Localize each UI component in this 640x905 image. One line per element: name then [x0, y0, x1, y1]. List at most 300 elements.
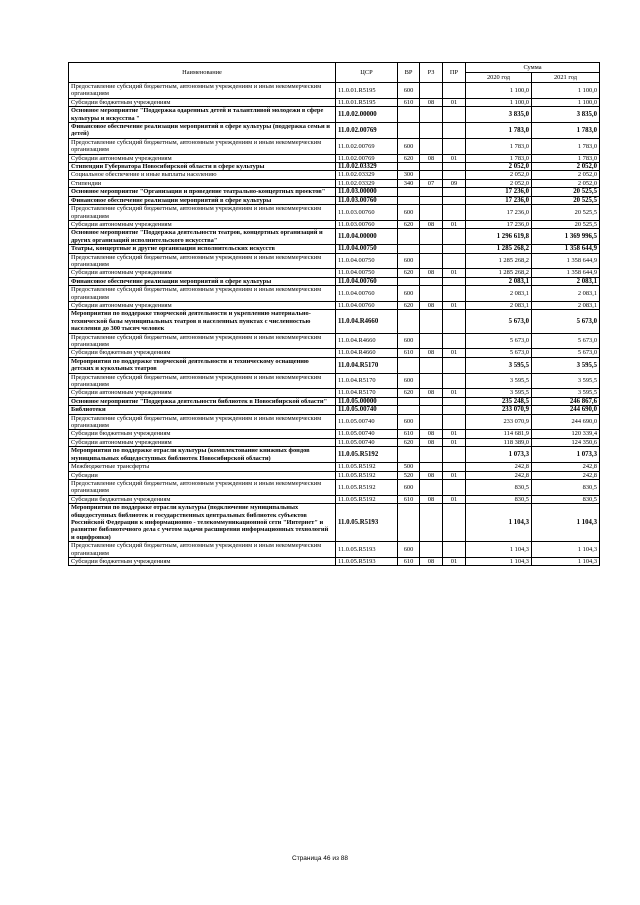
cell-sum-2020: 1 100,0: [466, 98, 532, 106]
cell-sum-2020: 3 595,5: [466, 357, 532, 373]
cell-sum-2021: 3 835,0: [532, 107, 600, 123]
cell-vr: 600: [398, 333, 420, 349]
table-row: [69, 205, 600, 221]
cell-pr: [443, 253, 466, 269]
table-row: [69, 253, 600, 269]
cell-name: Предоставление субсидий бюджетным, автономным учреждениям и иным некоммерческим организациям: [69, 138, 336, 154]
cell-sum-2020: 1 783,0: [466, 138, 532, 154]
cell-vr: 610: [398, 98, 420, 106]
cell-pr: 09: [443, 179, 466, 187]
cell-sum-2021: 20 525,5: [532, 196, 600, 204]
table-row: [69, 373, 600, 389]
cell-pr: 01: [443, 557, 466, 565]
cell-rz: [420, 310, 443, 333]
cell-name: Мероприятия по поддержке отрасли культуры (комплектование книжных фондов муниципальных общедоступных библиотек Новосибирской области): [69, 447, 336, 463]
cell-name: Стипендии Губернатора Новосибирской области в сфере культуры: [69, 163, 336, 171]
cell-rz: [420, 123, 443, 139]
table-row: [69, 542, 600, 558]
cell-csr: 11.0.05.R5193: [336, 504, 398, 542]
cell-name: Межбюджетные трансферты: [69, 463, 336, 471]
cell-pr: 01: [443, 349, 466, 357]
cell-vr: 600: [398, 138, 420, 154]
cell-csr: 11.0.05.00740: [336, 430, 398, 438]
cell-vr: [398, 447, 420, 463]
cell-pr: [443, 188, 466, 196]
cell-rz: [420, 196, 443, 204]
cell-pr: [443, 406, 466, 414]
table-row: [69, 83, 600, 99]
cell-vr: 610: [398, 495, 420, 503]
cell-csr: 11.0.01.R5195: [336, 83, 398, 99]
cell-vr: [398, 188, 420, 196]
cell-vr: [398, 229, 420, 245]
table-row: [69, 479, 600, 495]
cell-rz: 08: [420, 349, 443, 357]
cell-csr: 11.0.02.00769: [336, 154, 398, 162]
cell-sum-2021: 1 100,0: [532, 83, 600, 99]
cell-sum-2020: 17 236,0: [466, 196, 532, 204]
cell-sum-2020: 17 236,0: [466, 220, 532, 228]
cell-sum-2020: 2 083,1: [466, 277, 532, 285]
cell-sum-2020: 17 236,0: [466, 205, 532, 221]
cell-csr: 11.0.02.00769: [336, 138, 398, 154]
cell-csr: 11.0.05.00000: [336, 397, 398, 405]
cell-sum-2021: 1 783,0: [532, 138, 600, 154]
cell-pr: [443, 310, 466, 333]
cell-sum-2021: 1 358 644,9: [532, 269, 600, 277]
cell-sum-2021: 124 350,6: [532, 438, 600, 446]
cell-sum-2021: 244 690,0: [532, 414, 600, 430]
cell-rz: [420, 107, 443, 123]
cell-vr: 620: [398, 389, 420, 397]
cell-sum-2020: 233 070,9: [466, 414, 532, 430]
table-row: [69, 107, 600, 123]
cell-pr: [443, 463, 466, 471]
page-number: Страница 46 из 88: [292, 855, 348, 862]
cell-name: Предоставление субсидий бюджетным, автономным учреждениям и иным некоммерческим организациям: [69, 333, 336, 349]
cell-rz: 08: [420, 98, 443, 106]
cell-pr: 01: [443, 471, 466, 479]
cell-rz: [420, 333, 443, 349]
cell-name: Стипендии: [69, 179, 336, 187]
cell-sum-2021: 1 104,3: [532, 504, 600, 542]
header-year-2020: 2020 год: [466, 73, 532, 83]
cell-pr: [443, 171, 466, 179]
cell-rz: 08: [420, 269, 443, 277]
cell-sum-2021: 2 052,0: [532, 163, 600, 171]
cell-vr: 620: [398, 269, 420, 277]
table-row: [69, 310, 600, 333]
cell-pr: [443, 107, 466, 123]
table-row: [69, 154, 600, 162]
cell-rz: 07: [420, 179, 443, 187]
table-row: [69, 179, 600, 187]
cell-csr: 11.0.02.00769: [336, 123, 398, 139]
cell-vr: [398, 107, 420, 123]
cell-rz: 08: [420, 430, 443, 438]
cell-pr: [443, 138, 466, 154]
cell-rz: [420, 397, 443, 405]
cell-vr: 300: [398, 171, 420, 179]
cell-pr: [443, 123, 466, 139]
table-row: [69, 357, 600, 373]
cell-vr: 340: [398, 179, 420, 187]
cell-csr: 11.0.03.00760: [336, 220, 398, 228]
cell-name: Основное мероприятие "Поддержка деятельности библиотек в Новосибирской области": [69, 397, 336, 405]
budget-table-sheet: [68, 62, 599, 566]
cell-csr: 11.0.04.R4660: [336, 349, 398, 357]
header-csr: ЦСР: [336, 63, 398, 83]
cell-name: Субсидии бюджетным учреждениям: [69, 349, 336, 357]
cell-csr: 11.0.04.00750: [336, 269, 398, 277]
table-row: [69, 277, 600, 285]
cell-name: Предоставление субсидий бюджетным, автономным учреждениям и иным некоммерческим организациям: [69, 253, 336, 269]
cell-sum-2020: 5 673,0: [466, 349, 532, 357]
table-row: [69, 414, 600, 430]
cell-name: Предоставление субсидий бюджетным, автономным учреждениям и иным некоммерческим организациям: [69, 83, 336, 99]
cell-pr: 01: [443, 98, 466, 106]
cell-pr: 01: [443, 301, 466, 309]
cell-rz: [420, 171, 443, 179]
cell-sum-2020: 3 835,0: [466, 107, 532, 123]
cell-sum-2020: 830,5: [466, 495, 532, 503]
cell-name: Предоставление субсидий бюджетным, автономным учреждениям и иным некоммерческим организациям: [69, 479, 336, 495]
cell-sum-2021: 1 100,0: [532, 98, 600, 106]
cell-vr: 600: [398, 205, 420, 221]
cell-name: Основное мероприятие "Организация и проведение театрально-концертных проектов": [69, 188, 336, 196]
table-row: [69, 229, 600, 245]
cell-name: Мероприятия по поддержке творческой деятельности и укреплению материально-технической базы муниципальных театров в населенных пунктах с численностью населения до 300 тысяч человек: [69, 310, 336, 333]
cell-vr: [398, 397, 420, 405]
cell-pr: 01: [443, 269, 466, 277]
cell-csr: 11.0.02.03329: [336, 163, 398, 171]
cell-csr: 11.0.05.00740: [336, 406, 398, 414]
cell-pr: 01: [443, 389, 466, 397]
cell-pr: [443, 479, 466, 495]
cell-sum-2020: 2 052,0: [466, 163, 532, 171]
table-row: [69, 438, 600, 446]
cell-sum-2021: 3 595,5: [532, 389, 600, 397]
table-row: [69, 123, 600, 139]
cell-sum-2021: 244 690,0: [532, 406, 600, 414]
cell-name: Субсидии бюджетным учреждениям: [69, 98, 336, 106]
cell-name: Финансовое обеспечение реализации мероприятий в сфере культуры: [69, 196, 336, 204]
cell-pr: [443, 414, 466, 430]
cell-sum-2021: 5 673,0: [532, 349, 600, 357]
cell-sum-2020: 1 783,0: [466, 123, 532, 139]
cell-vr: 600: [398, 253, 420, 269]
cell-rz: [420, 253, 443, 269]
cell-rz: 08: [420, 389, 443, 397]
table-row: [69, 196, 600, 204]
cell-csr: 11.0.02.00000: [336, 107, 398, 123]
cell-vr: 620: [398, 438, 420, 446]
cell-rz: [420, 357, 443, 373]
cell-sum-2021: 2 083,1: [532, 277, 600, 285]
cell-sum-2020: 3 595,5: [466, 389, 532, 397]
cell-vr: 610: [398, 557, 420, 565]
cell-pr: [443, 504, 466, 542]
cell-name: Предоставление субсидий бюджетным, автономным учреждениям и иным некоммерческим организациям: [69, 373, 336, 389]
cell-sum-2020: 1 104,3: [466, 504, 532, 542]
cell-name: Субсидии: [69, 471, 336, 479]
cell-sum-2020: 830,5: [466, 479, 532, 495]
cell-csr: 11.0.05.00740: [336, 414, 398, 430]
cell-name: Основное мероприятие "Поддержка одаренных детей и талантливой молодежи в сфере культуры и искусства ": [69, 107, 336, 123]
cell-sum-2020: 2 052,0: [466, 171, 532, 179]
cell-rz: 08: [420, 471, 443, 479]
cell-csr: 11.0.04.00750: [336, 253, 398, 269]
cell-csr: 11.0.03.00000: [336, 188, 398, 196]
cell-csr: 11.0.03.00760: [336, 205, 398, 221]
cell-sum-2021: 1 104,3: [532, 542, 600, 558]
table-row: [69, 463, 600, 471]
cell-sum-2020: 118 389,0: [466, 438, 532, 446]
cell-sum-2021: 2 052,0: [532, 179, 600, 187]
cell-name: Предоставление субсидий бюджетным, автономным учреждениям и иным некоммерческим организациям: [69, 286, 336, 302]
cell-sum-2020: 114 681,9: [466, 430, 532, 438]
cell-sum-2020: 242,8: [466, 471, 532, 479]
cell-pr: 01: [443, 220, 466, 228]
cell-sum-2020: 1 073,3: [466, 447, 532, 463]
cell-rz: [420, 414, 443, 430]
cell-name: Предоставление субсидий бюджетным, автономным учреждениям и иным некоммерческим организациям: [69, 205, 336, 221]
table-row: [69, 163, 600, 171]
cell-csr: 11.0.05.R5193: [336, 542, 398, 558]
cell-pr: [443, 277, 466, 285]
cell-vr: 520: [398, 471, 420, 479]
budget-table: [68, 62, 600, 566]
header-name: Наименование: [69, 63, 336, 83]
cell-vr: 600: [398, 286, 420, 302]
cell-rz: [420, 205, 443, 221]
table-row: [69, 269, 600, 277]
cell-csr: 11.0.05.R5193: [336, 557, 398, 565]
cell-name: Субсидии автономным учреждениям: [69, 438, 336, 446]
cell-name: Субсидии бюджетным учреждениям: [69, 430, 336, 438]
cell-sum-2021: 1 358 644,9: [532, 245, 600, 253]
cell-name: Основное мероприятие "Поддержка деятельности театров, концертных организаций и других организаций исполнительского искусства": [69, 229, 336, 245]
cell-vr: 600: [398, 542, 420, 558]
cell-rz: 08: [420, 438, 443, 446]
table-row: [69, 504, 600, 542]
cell-csr: 11.0.04.00000: [336, 229, 398, 245]
cell-name: Театры, концертные и другие организации исполнительских искусств: [69, 245, 336, 253]
cell-rz: 08: [420, 495, 443, 503]
cell-sum-2021: 2 083,1: [532, 286, 600, 302]
cell-pr: [443, 83, 466, 99]
cell-sum-2021: 20 525,5: [532, 220, 600, 228]
table-row: [69, 301, 600, 309]
cell-csr: 11.0.04.00750: [336, 245, 398, 253]
cell-rz: [420, 463, 443, 471]
table-row: [69, 98, 600, 106]
cell-rz: 08: [420, 301, 443, 309]
cell-vr: 620: [398, 154, 420, 162]
cell-name: Субсидии бюджетным учреждениям: [69, 557, 336, 565]
cell-pr: [443, 397, 466, 405]
cell-sum-2021: 1 358 644,9: [532, 253, 600, 269]
cell-vr: 600: [398, 479, 420, 495]
cell-pr: [443, 229, 466, 245]
cell-sum-2021: 830,5: [532, 495, 600, 503]
cell-sum-2020: 1 296 619,8: [466, 229, 532, 245]
cell-csr: 11.0.01.R5195: [336, 98, 398, 106]
cell-pr: [443, 245, 466, 253]
cell-sum-2021: 20 525,5: [532, 205, 600, 221]
table-row: [69, 557, 600, 565]
cell-pr: [443, 196, 466, 204]
cell-pr: [443, 373, 466, 389]
cell-pr: 01: [443, 430, 466, 438]
cell-sum-2020: 2 083,1: [466, 286, 532, 302]
cell-name: Предоставление субсидий бюджетным, автономным учреждениям и иным некоммерческим организациям: [69, 414, 336, 430]
cell-sum-2020: 1 783,0: [466, 154, 532, 162]
cell-vr: [398, 123, 420, 139]
cell-rz: [420, 188, 443, 196]
cell-sum-2020: 1 100,0: [466, 83, 532, 99]
cell-sum-2021: 20 525,5: [532, 188, 600, 196]
table-row: [69, 495, 600, 503]
cell-sum-2021: 2 052,0: [532, 171, 600, 179]
cell-rz: [420, 542, 443, 558]
cell-pr: [443, 357, 466, 373]
cell-sum-2021: 5 673,0: [532, 310, 600, 333]
cell-name: Библиотеки: [69, 406, 336, 414]
cell-name: Финансовое обеспечение реализации мероприятий в сфере культуры (поддержка семьи и детей): [69, 123, 336, 139]
table-row: [69, 397, 600, 405]
cell-pr: [443, 205, 466, 221]
table-body: [69, 83, 600, 566]
cell-csr: 11.0.05.00740: [336, 438, 398, 446]
cell-csr: 11.0.04.R5170: [336, 373, 398, 389]
cell-sum-2021: 242,8: [532, 463, 600, 471]
cell-pr: 01: [443, 154, 466, 162]
cell-rz: [420, 406, 443, 414]
cell-sum-2020: 3 595,5: [466, 373, 532, 389]
cell-rz: [420, 373, 443, 389]
table-row: [69, 333, 600, 349]
table-row: [69, 406, 600, 414]
cell-rz: [420, 245, 443, 253]
cell-sum-2021: 120 339,4: [532, 430, 600, 438]
cell-sum-2020: 1 285 268,2: [466, 269, 532, 277]
cell-sum-2020: 233 070,9: [466, 406, 532, 414]
cell-csr: 11.0.04.R5170: [336, 389, 398, 397]
cell-vr: 610: [398, 349, 420, 357]
cell-pr: 01: [443, 495, 466, 503]
cell-vr: [398, 310, 420, 333]
table-row: [69, 471, 600, 479]
cell-vr: [398, 406, 420, 414]
cell-sum-2020: 235 248,5: [466, 397, 532, 405]
cell-csr: 11.0.05.R5192: [336, 471, 398, 479]
cell-vr: 600: [398, 83, 420, 99]
cell-csr: 11.0.04.R4660: [336, 310, 398, 333]
cell-vr: [398, 504, 420, 542]
cell-sum-2020: 1 104,3: [466, 542, 532, 558]
cell-pr: [443, 286, 466, 302]
cell-vr: 500: [398, 463, 420, 471]
cell-vr: [398, 163, 420, 171]
cell-rz: 08: [420, 220, 443, 228]
cell-csr: 11.0.04.R5170: [336, 357, 398, 373]
cell-pr: [443, 542, 466, 558]
cell-vr: [398, 277, 420, 285]
cell-sum-2021: 1 369 996,5: [532, 229, 600, 245]
cell-csr: 11.0.05.R5192: [336, 495, 398, 503]
cell-pr: [443, 447, 466, 463]
cell-sum-2021: 2 083,1: [532, 301, 600, 309]
cell-name: Субсидии автономным учреждениям: [69, 389, 336, 397]
cell-rz: [420, 138, 443, 154]
cell-sum-2021: 1 783,0: [532, 123, 600, 139]
cell-name: Субсидии автономным учреждениям: [69, 220, 336, 228]
cell-sum-2021: 1 783,0: [532, 154, 600, 162]
cell-vr: 600: [398, 414, 420, 430]
cell-rz: 08: [420, 557, 443, 565]
cell-sum-2021: 246 867,6: [532, 397, 600, 405]
cell-name: Субсидии автономным учреждениям: [69, 154, 336, 162]
cell-vr: 610: [398, 430, 420, 438]
cell-csr: 11.0.05.R5192: [336, 479, 398, 495]
cell-csr: 11.0.04.R4660: [336, 333, 398, 349]
cell-rz: [420, 83, 443, 99]
cell-csr: 11.0.03.00760: [336, 196, 398, 204]
cell-csr: 11.0.02.03329: [336, 179, 398, 187]
cell-name: Субсидии бюджетным учреждениям: [69, 495, 336, 503]
cell-sum-2020: 1 104,3: [466, 557, 532, 565]
cell-csr: 11.0.04.00760: [336, 286, 398, 302]
cell-name: Финансовое обеспечение реализации мероприятий в сфере культуры: [69, 277, 336, 285]
table-header: [69, 63, 600, 83]
table-row: [69, 349, 600, 357]
cell-sum-2021: 1 073,3: [532, 447, 600, 463]
cell-sum-2021: 1 104,3: [532, 557, 600, 565]
cell-rz: [420, 479, 443, 495]
cell-vr: 620: [398, 220, 420, 228]
cell-vr: [398, 196, 420, 204]
cell-csr: 11.0.02.03329: [336, 171, 398, 179]
cell-sum-2021: 830,5: [532, 479, 600, 495]
cell-name: Социальное обеспечение и иные выплаты населению: [69, 171, 336, 179]
cell-vr: 620: [398, 301, 420, 309]
header-sum: Сумма: [466, 63, 600, 73]
cell-rz: [420, 286, 443, 302]
cell-rz: [420, 447, 443, 463]
cell-name: Субсидии автономным учреждениям: [69, 269, 336, 277]
cell-csr: 11.0.05.R5192: [336, 463, 398, 471]
table-row: [69, 430, 600, 438]
cell-pr: [443, 333, 466, 349]
table-row: [69, 220, 600, 228]
header-vr: ВР: [398, 63, 420, 83]
cell-rz: [420, 229, 443, 245]
cell-sum-2020: 17 236,0: [466, 188, 532, 196]
cell-sum-2021: 5 673,0: [532, 333, 600, 349]
cell-name: Субсидии автономным учреждениям: [69, 301, 336, 309]
cell-rz: [420, 504, 443, 542]
cell-csr: 11.0.04.00760: [336, 301, 398, 309]
table-row: [69, 447, 600, 463]
table-row: [69, 389, 600, 397]
header-rz: РЗ: [420, 63, 443, 83]
table-row: [69, 188, 600, 196]
cell-sum-2021: 3 595,5: [532, 357, 600, 373]
cell-pr: [443, 163, 466, 171]
cell-rz: [420, 277, 443, 285]
cell-name: Мероприятия по поддержке отрасли культуры (подключение муниципальных общедоступных библиотек и государственных центральных библиотек субъектов Российской Федерации к информационно - телекоммуникационной сети "Интернет" и развитие библиотечного дела с учетом задачи расширения информационных технологий и оцифровки): [69, 504, 336, 542]
